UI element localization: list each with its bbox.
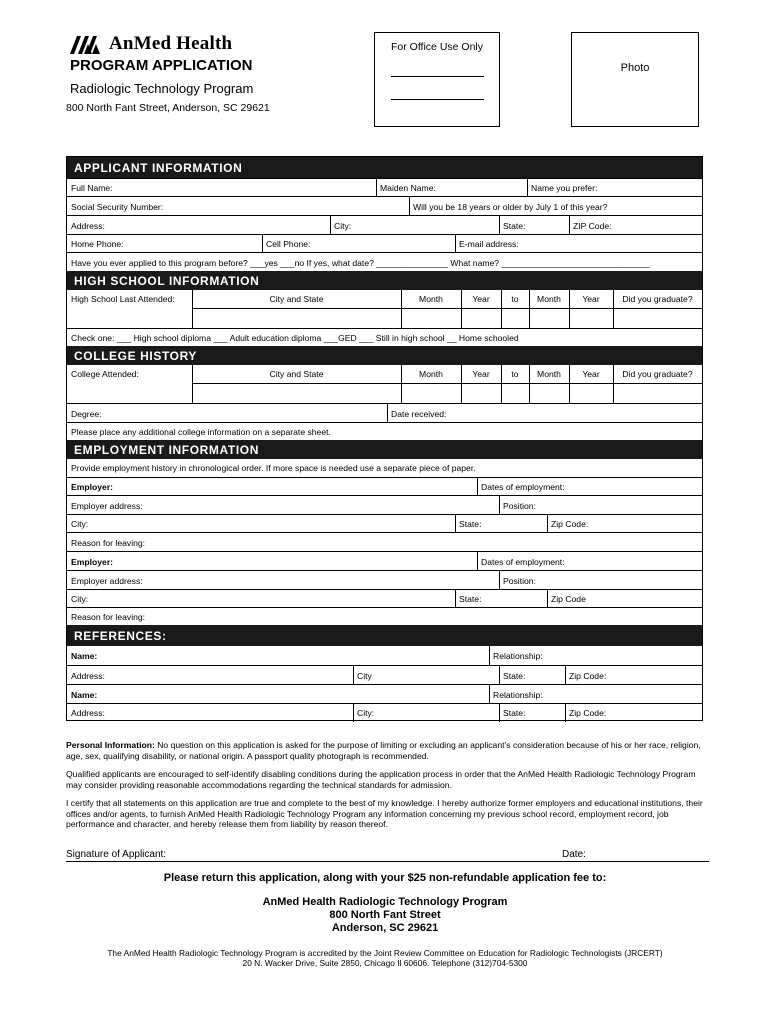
reference-1-state-field[interactable]: State: [503,670,526,681]
preferred-name-field[interactable]: Name you prefer: [531,183,598,193]
row-names [67,178,702,197]
hs-diploma-check-field[interactable]: Check one: ___ High school diploma ___ Adult education diploma ___GED ___ Still in high school __ Home schooled [71,333,519,343]
program-address: 800 North Fant Street, Anderson, SC 29621 [66,102,270,114]
row-reference-1-name [67,646,702,665]
row-college [67,365,702,403]
ssn-field[interactable]: Social Security Number: [71,201,164,212]
personal-information-text: No question on this application is asked for the purpose of limiting or excluding an applicant’s consideration because of his or her race, religion, age, sex, qualifying disability, or national origin. A passport quality photograph is recommended. [66,740,701,761]
reference-2-zip-field[interactable]: Zip Code: [569,708,607,718]
employer-city-1-field[interactable]: City: [71,519,89,529]
return-instructions: Please return this application, along with your $25 non-refundable application fee to: [163,872,607,884]
city-field[interactable]: City: [334,220,352,231]
cell-phone-field[interactable]: Cell Phone: [266,239,311,249]
col-graduate-header: Did you graduate? [622,369,693,379]
row-applied-before [67,252,702,272]
reference-1-zip-field[interactable]: Zip Code: [569,670,607,681]
row-reference-2-name [67,684,702,704]
anmed-logo [70,33,232,55]
employment-dates-1-field[interactable]: Dates of employment: [481,482,565,492]
return-address-line-2: 800 North Fant Street [329,909,441,921]
accreditation-note [0,948,770,968]
office-use-line-1[interactable] [391,76,484,77]
hs-month-to-header: Month [537,294,561,304]
signature-label: Signature of Applicant: [66,849,167,860]
employer-address-1-field[interactable]: Employer address: [71,500,143,511]
employer-zip-2-field[interactable]: Zip Code [551,594,586,604]
office-use-box [374,32,500,127]
hs-to-header: to [511,294,519,304]
applied-before-field[interactable]: Have you ever applied to this program before? ___yes ___no If yes, what date? _______________ What name? _______________________________ [71,257,650,268]
email-field[interactable]: E-mail address: [459,239,519,249]
state-field[interactable]: State: [503,220,526,231]
section-applicant-information: APPLICANT INFORMATION [67,157,702,178]
row-high-school [67,290,702,328]
application-form [66,156,703,721]
college-note: Please place any additional college information on a separate sheet. [71,427,331,437]
row-check-one [67,328,702,347]
certification-paragraph: I certify that all statements on this application are true and complete to the best of my knowledge. I hereby authorize former employers and educational institutions, their offices and/or agents, to furnish AnMed Health Radiologic Technology Program any information concerning my previous school record, employment record, job performance and character, and hereby release them from liability by reason thereof. [66,798,703,829]
employer-city-2-field[interactable]: City: [71,594,89,604]
reference-2-name-field[interactable]: Name: [71,689,98,700]
employer-address-2-field[interactable]: Employer address: [71,575,143,586]
row-employer-address-1 [67,495,702,515]
personal-information-label: Personal Information: [66,740,155,750]
return-address-line-1: AnMed Health Radiologic Technology Program [262,896,508,908]
photo-box[interactable] [571,32,699,127]
row-reason-1 [67,532,702,552]
row-phones [67,234,702,253]
hs-year-to-header: Year [582,294,600,304]
reason-leaving-1-field[interactable]: Reason for leaving: [71,537,146,548]
row-employment-note [67,459,702,477]
row-reference-2-address [67,703,702,722]
home-phone-field[interactable]: Home Phone: [71,239,124,249]
row-employer-city-2 [67,589,702,608]
accreditation-line-1: The AnMed Health Radiologic Technology Program is accredited by the Joint Review Committee on Education for Radiologic Technologists (JRCERT) [107,948,663,958]
photo-label: Photo [620,62,650,74]
degree-field[interactable]: Degree: [71,408,102,419]
reference-1-name-field[interactable]: Name: [71,650,98,661]
reference-1-relationship-field[interactable]: Relationship: [493,650,543,661]
col-month-from-header: Month [419,369,443,379]
section-high-school-information: HIGH SCHOOL INFORMATION [67,271,702,290]
hs-city-state-header: City and State [269,294,324,304]
col-month-to-header: Month [537,369,561,379]
date-received-field[interactable]: Date received: [391,408,447,419]
row-employer-1 [67,477,702,496]
section-references: REFERENCES: [67,625,702,646]
employment-dates-2-field[interactable]: Dates of employment: [481,556,565,567]
anmed-logo-mark-icon [70,34,106,54]
position-1-field[interactable]: Position: [503,500,536,511]
row-reference-1-address [67,665,702,685]
maiden-name-field[interactable]: Maiden Name: [380,183,436,193]
return-address [0,896,770,935]
reference-2-relationship-field[interactable]: Relationship: [493,689,543,700]
hs-year-from-header: Year [472,294,490,304]
employer-1-field[interactable]: Employer: [71,482,114,492]
reference-2-address-field[interactable]: Address: [71,708,105,718]
program-application-title: PROGRAM APPLICATION [70,57,253,74]
row-employer-2 [67,551,702,571]
zip-field[interactable]: ZIP Code: [573,220,612,231]
row-address [67,215,702,235]
signature-date-label: Date: [562,849,586,860]
employer-zip-1-field[interactable]: Zip Code: [551,519,589,529]
row-ssn [67,196,702,216]
full-name-field[interactable]: Full Name: [71,183,113,193]
reference-1-address-field[interactable]: Address: [71,670,105,681]
employer-state-2-field[interactable]: State: [459,594,482,604]
row-employer-city-1 [67,514,702,533]
position-2-field[interactable]: Position: [503,575,536,586]
col-year-to-header: Year [582,369,600,379]
high-school-label: High School Last Attended: [71,294,175,304]
program-name: Radiologic Technology Program [70,81,254,96]
reason-leaving-2-field[interactable]: Reason for leaving: [71,612,146,622]
reference-2-city-field[interactable]: City: [357,708,375,718]
col-to-header: to [511,369,519,379]
office-use-label: For Office Use Only [391,41,483,53]
reference-1-city-field[interactable]: City [357,670,372,681]
signature-line[interactable] [66,849,709,862]
age-eighteen-field[interactable]: Will you be 18 years or older by July 1 of this year? [413,201,608,212]
row-employer-address-2 [67,570,702,590]
logo-text: AnMed Health [109,33,233,54]
section-employment-information: EMPLOYMENT INFORMATION [67,440,702,459]
reference-2-state-field[interactable]: State: [503,708,526,718]
office-use-line-2[interactable] [391,99,484,100]
employer-state-1-field[interactable]: State: [459,519,482,529]
qualified-applicants-paragraph: Qualified applicants are encouraged to self-identify disabling conditions during the application process in order that the AnMed Health Radiologic Technology Program may consider providing reasonable accommodations regarding the technical standards for admission. [66,769,696,790]
college-label: College Attended: [71,369,139,379]
accreditation-line-2: 20 N. Wacker Drive, Suite 2850, Chicago Il 60606. Telephone (312)704-5300 [242,958,528,968]
hs-month-from-header: Month [419,294,443,304]
employment-note: Provide employment history in chronological order. If more space is needed use a separate piece of paper. [71,463,476,473]
personal-information-paragraph [66,740,706,761]
hs-graduate-header: Did you graduate? [622,294,693,304]
row-reason-2 [67,607,702,626]
employer-2-field[interactable]: Employer: [71,556,114,567]
row-college-note [67,422,702,441]
row-degree [67,403,702,423]
section-college-history: COLLEGE HISTORY [67,346,702,365]
col-year-from-header: Year [472,369,490,379]
return-address-line-3: Anderson, SC 29621 [331,922,439,934]
address-field[interactable]: Address: [71,220,105,231]
col-city-state-header: City and State [269,369,324,379]
